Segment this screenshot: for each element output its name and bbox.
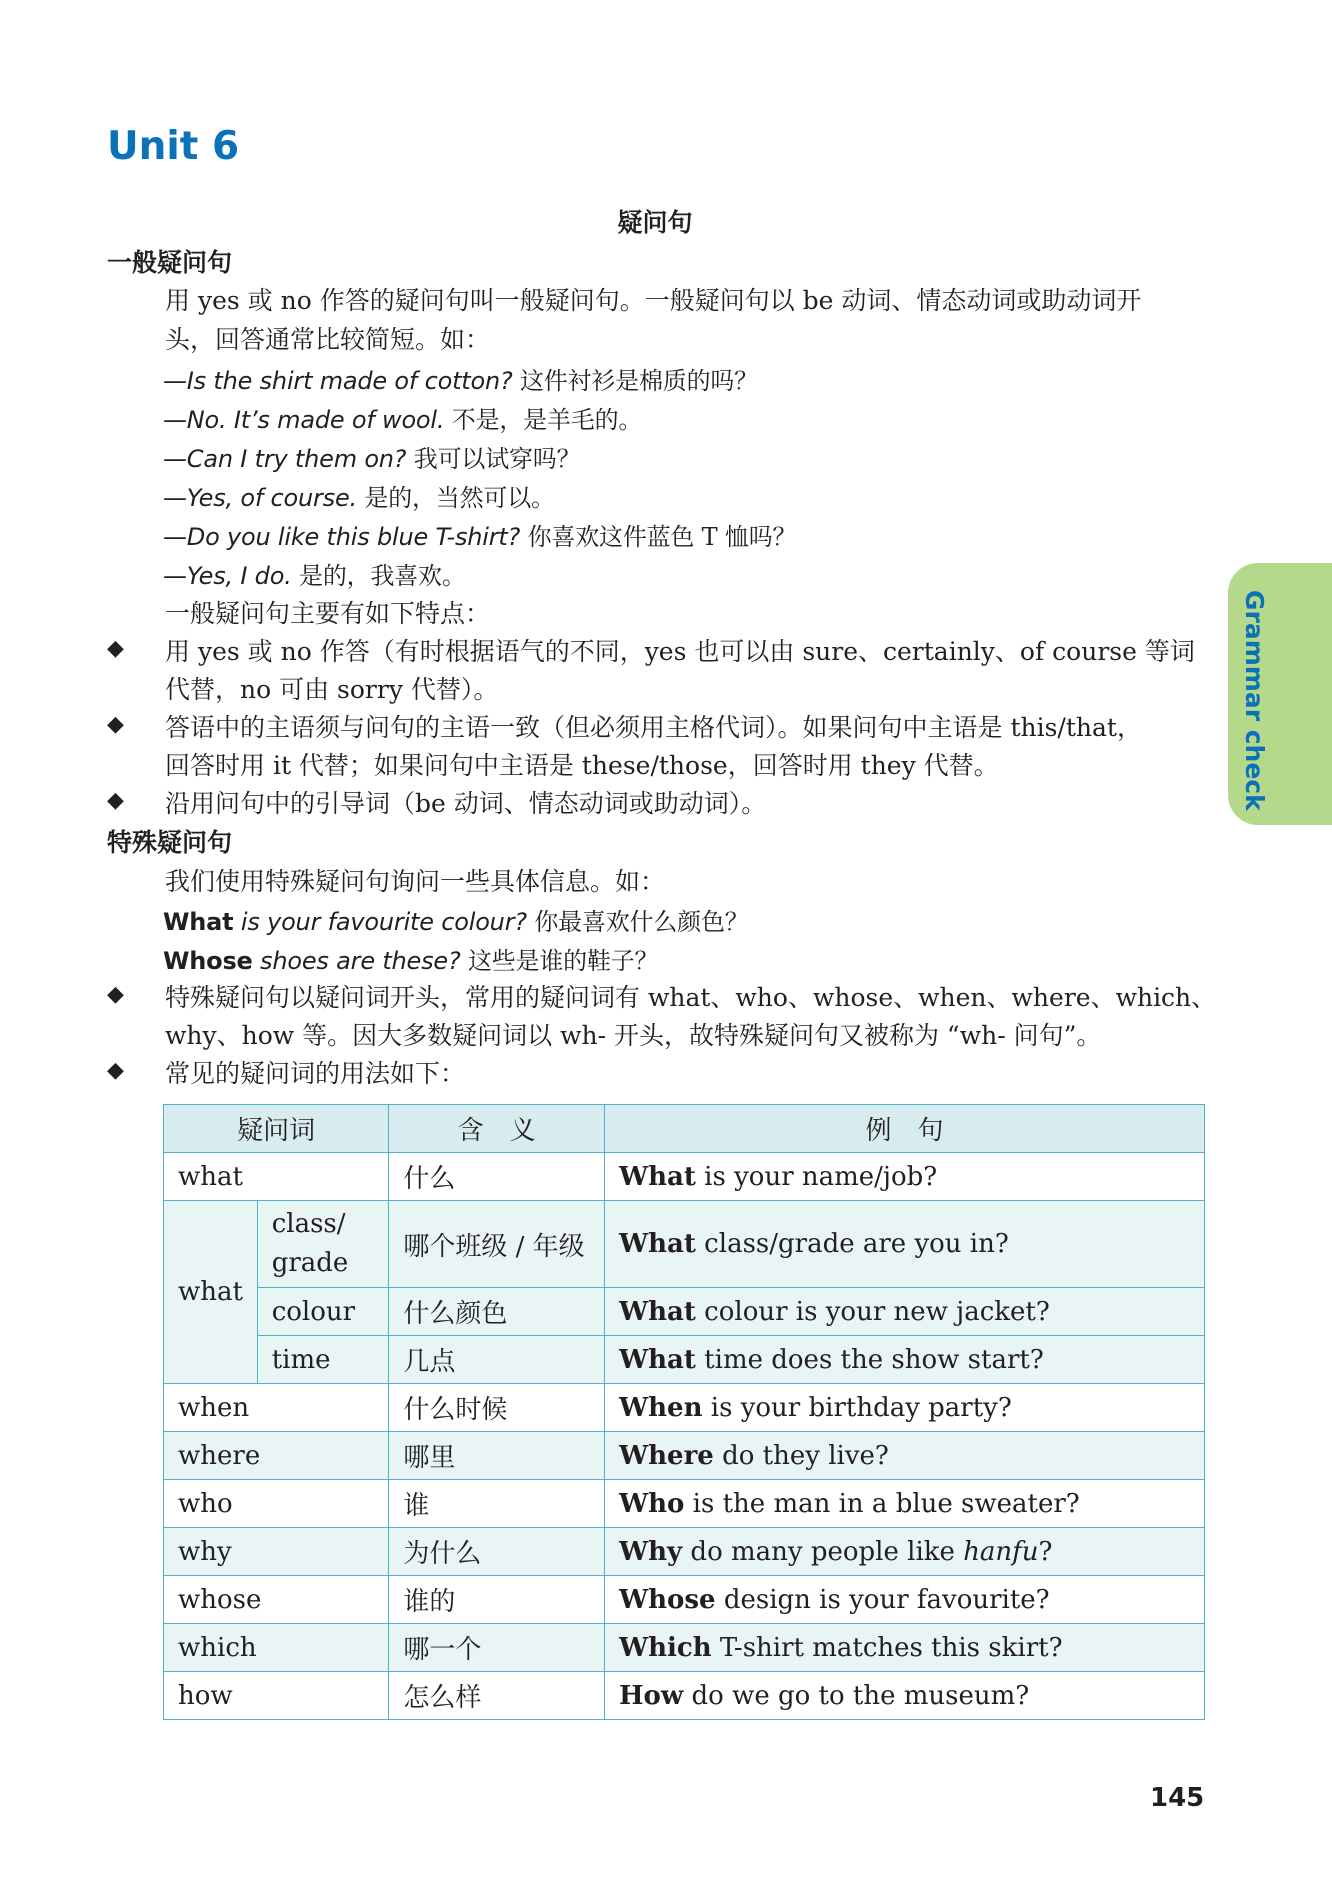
diamond-bullet-icon: ◆ <box>107 1058 124 1083</box>
table-row <box>164 1576 1205 1624</box>
diamond-bullet-icon: ◆ <box>107 712 124 737</box>
table-row <box>164 1480 1205 1528</box>
word-cell: why <box>164 1528 389 1576</box>
meaning-cell: 哪个班级 / 年级 <box>389 1201 605 1288</box>
intro-line: 头，回答通常比较简短。如： <box>165 325 491 354</box>
meaning-cell: 什么时候 <box>389 1384 605 1432</box>
bullet-text: 代替，no 可由 sorry 代替）。 <box>165 675 499 704</box>
word-cell: how <box>164 1672 389 1720</box>
table-row <box>164 1432 1205 1480</box>
example-cell: What is your name/job? <box>604 1153 1204 1201</box>
unit-title: Unit 6 <box>107 124 240 169</box>
example-cell: What class/grade are you in? <box>604 1201 1204 1288</box>
intro-line: 我们使用特殊疑问句询问一些具体信息。如： <box>165 867 666 896</box>
bullet-text: 特殊疑问句以疑问词开头，常用的疑问词有 what、who、whose、when、where、which、 <box>165 983 1217 1012</box>
diamond-bullet-icon: ◆ <box>107 788 124 813</box>
meaning-cell: 哪一个 <box>389 1624 605 1672</box>
table-row <box>164 1672 1205 1720</box>
meaning-cell: 怎么样 <box>389 1672 605 1720</box>
diamond-bullet-icon: ◆ <box>107 636 124 661</box>
meaning-cell: 谁的 <box>389 1576 605 1624</box>
features-intro: 一般疑问句主要有如下特点： <box>165 599 491 628</box>
side-tab-label: Grammar check <box>1240 590 1269 811</box>
meaning-cell: 哪里 <box>389 1432 605 1480</box>
bullet-text: 常见的疑问词的用法如下： <box>165 1059 466 1088</box>
sub-word-cell: time <box>257 1336 389 1384</box>
example-cell: What colour is your new jacket? <box>604 1288 1204 1336</box>
word-cell: where <box>164 1432 389 1480</box>
table-row <box>164 1201 1205 1288</box>
table-row <box>164 1336 1205 1384</box>
section-heading-yes-no: 一般疑问句 <box>107 248 233 277</box>
header-cell: 例 句 <box>604 1105 1204 1153</box>
meaning-cell: 谁 <box>389 1480 605 1528</box>
example-cell: How do we go to the museum? <box>604 1672 1204 1720</box>
example-line: —Yes, of course. 是的，当然可以。 <box>163 484 555 512</box>
word-cell: which <box>164 1624 389 1672</box>
meaning-cell: 什么颜色 <box>389 1288 605 1336</box>
example-line: —Yes, I do. 是的，我喜欢。 <box>163 562 466 590</box>
word-cell: whose <box>164 1576 389 1624</box>
meaning-cell: 什么 <box>389 1153 605 1201</box>
example-line: —Is the shirt made of cotton? 这件衬衫是棉质的吗？ <box>163 367 758 395</box>
example-line: Whose shoes are these? 这些是谁的鞋子？ <box>163 947 659 975</box>
diamond-bullet-icon: ◆ <box>107 982 124 1007</box>
bullet-text: 回答时用 it 代替；如果问句中主语是 these/those，回答时用 they 代替。 <box>165 751 999 780</box>
question-word-table <box>163 1104 1205 1720</box>
header-cell: 含 义 <box>389 1105 605 1153</box>
table-row <box>164 1153 1205 1201</box>
word-cell: when <box>164 1384 389 1432</box>
example-cell: Who is the man in a blue sweater? <box>604 1480 1204 1528</box>
example-line: —No. It’s made of wool. 不是，是羊毛的。 <box>163 406 643 434</box>
example-line: What is your favourite colour? 你最喜欢什么颜色？ <box>163 908 749 936</box>
word-cell: what <box>164 1153 389 1201</box>
bullet-text: 答语中的主语须与问句的主语一致（但必须用主格代词）。如果问句中主语是 this/that， <box>165 713 1142 742</box>
example-cell: What time does the show start? <box>604 1336 1204 1384</box>
header-cell: 疑问词 <box>164 1105 389 1153</box>
word-cell: who <box>164 1480 389 1528</box>
intro-line: 用 yes 或 no 作答的疑问句叫一般疑问句。一般疑问句以 be 动词、情态动词或助动词开 <box>165 286 1142 315</box>
section-heading-wh: 特殊疑问句 <box>107 828 233 857</box>
table-row <box>164 1288 1205 1336</box>
table-row <box>164 1624 1205 1672</box>
table-row <box>164 1528 1205 1576</box>
example-cell: When is your birthday party? <box>604 1384 1204 1432</box>
bullet-text: 用 yes 或 no 作答（有时根据语气的不同，yes 也可以由 sure、certainly、of course 等词 <box>165 637 1195 666</box>
meaning-cell: 几点 <box>389 1336 605 1384</box>
example-line: —Can I try them on? 我可以试穿吗？ <box>163 445 581 473</box>
example-cell: Which T-shirt matches this skirt? <box>604 1624 1204 1672</box>
bullet-text: 沿用问句中的引导词（be 动词、情态动词或助动词）。 <box>165 789 767 818</box>
meaning-cell: 为什么 <box>389 1528 605 1576</box>
word-cell: what <box>164 1201 258 1384</box>
page-number: 145 <box>1150 1783 1205 1813</box>
sub-word-cell: colour <box>257 1288 389 1336</box>
example-cell: Where do they live? <box>604 1432 1204 1480</box>
example-cell: Whose design is your favourite? <box>604 1576 1204 1624</box>
table-header-row <box>164 1105 1205 1153</box>
bullet-text: why、how 等。因大多数疑问词以 wh- 开头，故特殊疑问句又被称为 “wh- 问句”。 <box>165 1021 1102 1050</box>
table-row <box>164 1384 1205 1432</box>
page-title: 疑问句 <box>617 208 693 237</box>
sub-word-cell: class/ grade <box>257 1201 389 1288</box>
example-cell: Why do many people like hanfu? <box>604 1528 1204 1576</box>
example-line: —Do you like this blue T-shirt? 你喜欢这件蓝色 T 恤吗？ <box>163 523 797 551</box>
